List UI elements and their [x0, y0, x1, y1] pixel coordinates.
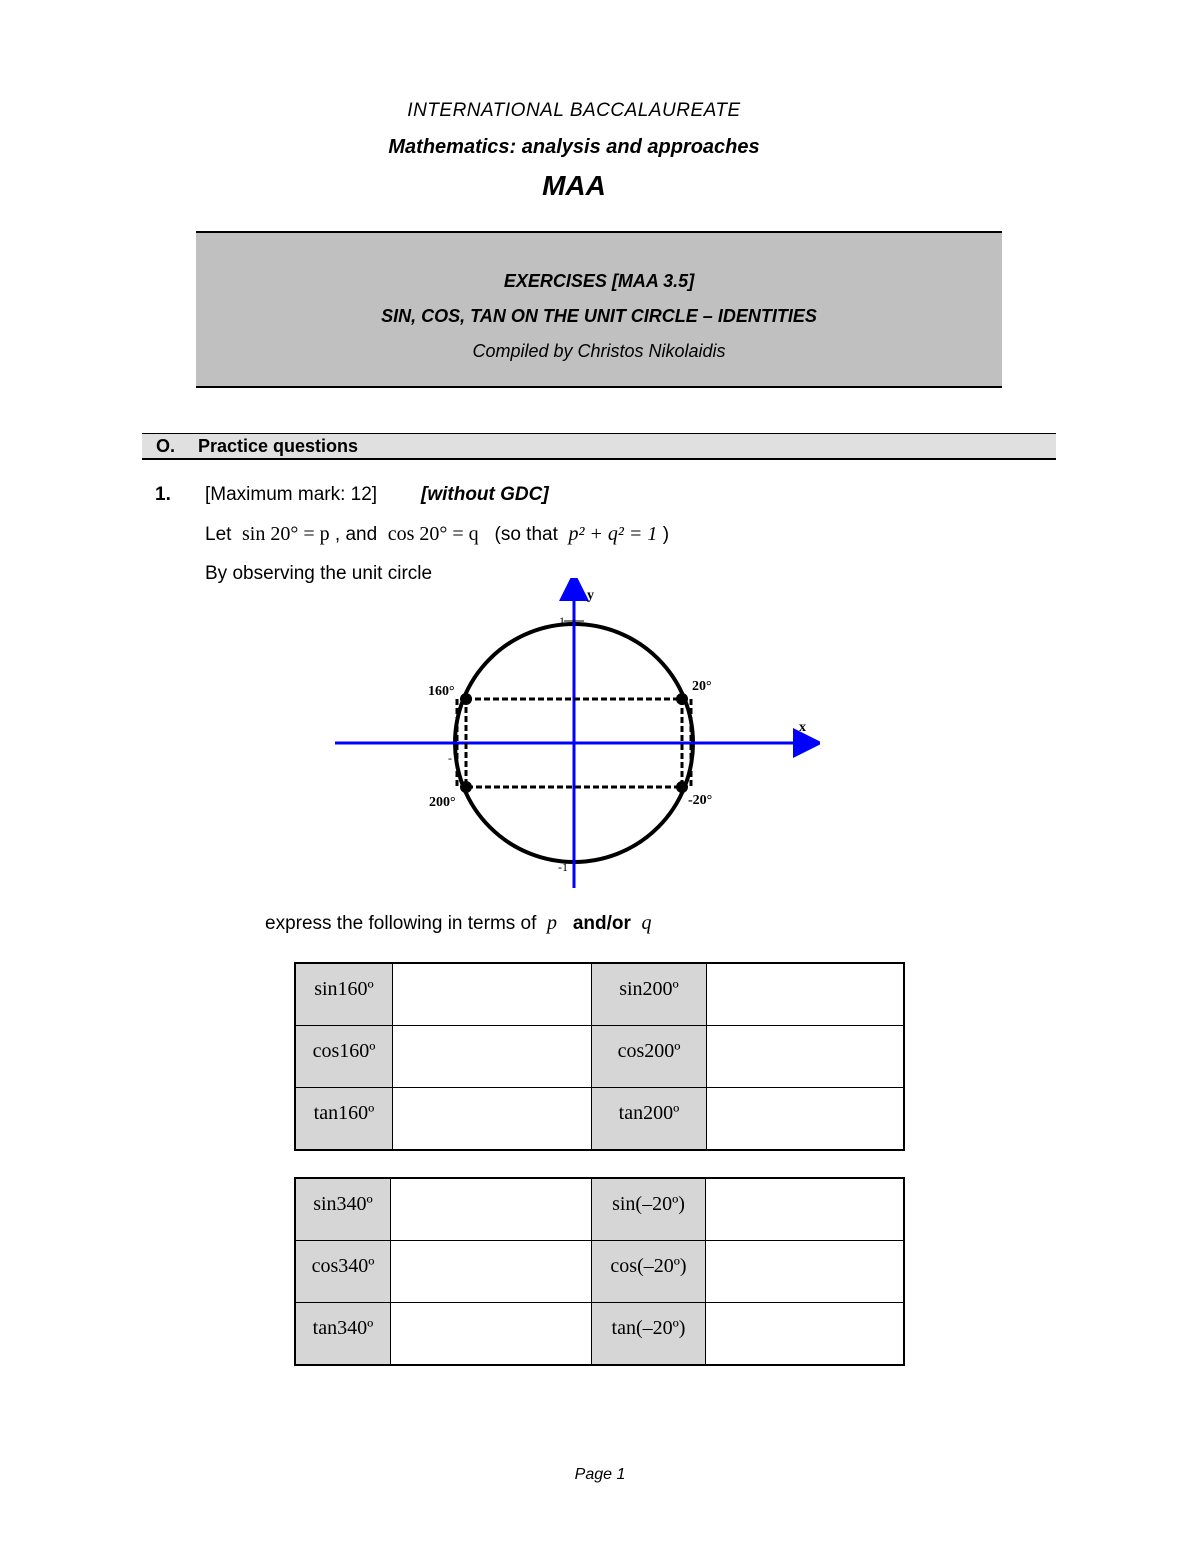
- page-number: Page 1: [574, 1466, 626, 1483]
- table-row: [295, 1303, 904, 1366]
- answer-cell[interactable]: [391, 1241, 592, 1303]
- unit-circle-diagram: [330, 578, 820, 896]
- point-160: [460, 693, 472, 705]
- label-angle-160: 160°: [428, 684, 455, 699]
- section-title: Practice questions: [198, 436, 359, 456]
- given-cos: cos 20° = q: [387, 523, 479, 545]
- label-tick-bottom: -1: [558, 860, 568, 874]
- label-x: x: [799, 720, 806, 735]
- point-20: [676, 693, 688, 705]
- express-text: express the following in terms of: [265, 913, 537, 934]
- section-header: [142, 433, 1056, 460]
- cell-label: tan200º: [592, 1088, 707, 1151]
- and-word: , and: [334, 524, 378, 545]
- label-y: y: [587, 588, 594, 603]
- cell-label: tan160º: [295, 1088, 393, 1151]
- answer-cell[interactable]: [393, 963, 592, 1026]
- exercise-author: Compiled by Christos Nikolaidis: [472, 341, 726, 361]
- var-p: p: [546, 912, 557, 934]
- answer-cell[interactable]: [707, 1026, 905, 1088]
- cell-label: cos340º: [295, 1241, 391, 1303]
- close-paren: ): [662, 524, 670, 545]
- header-course: Mathematics: analysis and approaches: [388, 136, 760, 158]
- express-line: [265, 912, 651, 935]
- label-angle-m20: -20°: [688, 793, 713, 808]
- answer-cell[interactable]: [706, 1303, 905, 1366]
- var-q: q: [641, 912, 652, 934]
- answer-table-1: [294, 962, 905, 1151]
- section-number: O.: [156, 436, 176, 456]
- exercise-subtitle: SIN, COS, TAN ON THE UNIT CIRCLE – IDENTITIES: [381, 306, 817, 326]
- cell-label: tan340º: [295, 1303, 391, 1366]
- cell-label: sin200º: [592, 963, 707, 1026]
- point-200: [460, 781, 472, 793]
- table-row: [295, 1026, 904, 1088]
- table-row: [295, 1178, 904, 1241]
- label-angle-200: 200°: [429, 795, 456, 810]
- cell-label: tan(–20º): [592, 1303, 706, 1366]
- cell-label: cos(–20º): [592, 1241, 706, 1303]
- and-or: and/or: [572, 913, 631, 934]
- answer-cell[interactable]: [391, 1178, 592, 1241]
- answer-cell[interactable]: [706, 1178, 905, 1241]
- cell-label: cos160º: [295, 1026, 393, 1088]
- exercise-title: EXERCISES [MAA 3.5]: [503, 271, 695, 291]
- given-sin: sin 20° = p: [241, 523, 330, 545]
- answer-cell[interactable]: [391, 1303, 592, 1366]
- answer-table-2: [294, 1177, 905, 1366]
- cell-label: sin(–20º): [592, 1178, 706, 1241]
- table-row: [295, 1241, 904, 1303]
- cell-label: cos200º: [592, 1026, 707, 1088]
- question-gdc-note: [without GDC]: [421, 484, 549, 505]
- cell-label: sin160º: [295, 963, 393, 1026]
- given-line: [205, 523, 669, 546]
- question-number: 1.: [155, 484, 171, 505]
- table-row: [295, 963, 904, 1026]
- label-tick-top: 1: [559, 614, 565, 628]
- header-institution: INTERNATIONAL BACCALAUREATE: [407, 100, 741, 121]
- point-m20: [676, 781, 688, 793]
- header-code: MAA: [542, 170, 606, 201]
- so-that: (so that: [494, 524, 558, 545]
- table-row: [295, 1088, 904, 1151]
- answer-cell[interactable]: [393, 1026, 592, 1088]
- cell-label: sin340º: [295, 1178, 391, 1241]
- let-word: Let: [205, 524, 232, 545]
- label-tick-left: -: [448, 751, 452, 765]
- observe-line: By observing the unit circle: [205, 563, 433, 584]
- identity: p² + q² = 1: [568, 523, 658, 545]
- title-box: [196, 231, 1002, 388]
- question-marks: [Maximum mark: 12]: [205, 484, 378, 505]
- label-angle-20: 20°: [692, 679, 712, 694]
- answer-cell[interactable]: [707, 1088, 905, 1151]
- answer-cell[interactable]: [393, 1088, 592, 1151]
- answer-cell[interactable]: [706, 1241, 905, 1303]
- answer-cell[interactable]: [707, 963, 905, 1026]
